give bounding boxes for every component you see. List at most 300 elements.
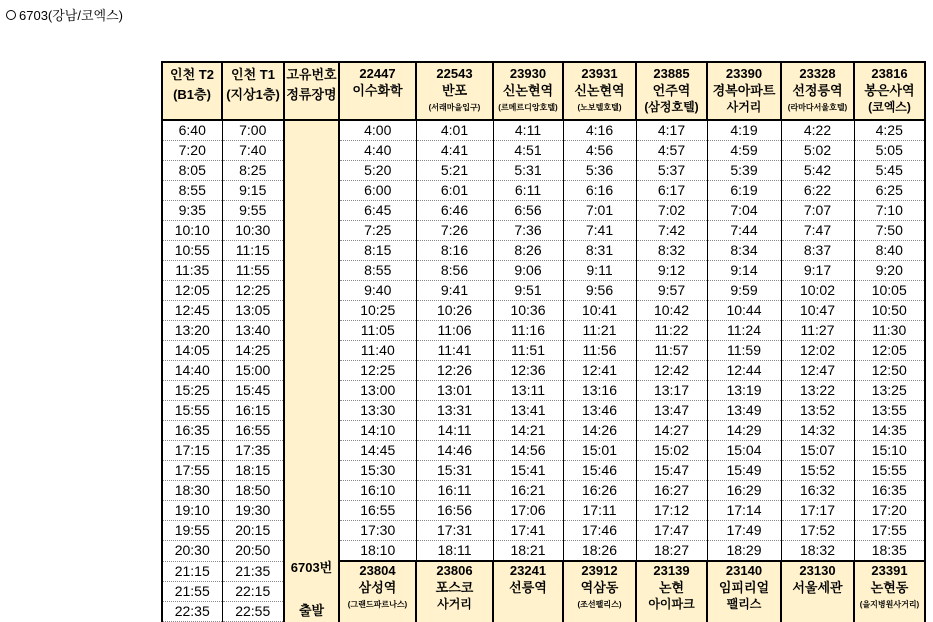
stop-id: 22543 bbox=[436, 66, 473, 81]
stop-header bbox=[781, 62, 854, 120]
stop-time: 5:36 bbox=[563, 161, 636, 181]
circle-bullet-icon bbox=[6, 10, 16, 20]
stop-time: 11:24 bbox=[707, 321, 781, 341]
stop-time: 5:31 bbox=[493, 161, 563, 181]
time-t1: 22:15 bbox=[223, 582, 284, 602]
stop-time: 5:20 bbox=[339, 161, 416, 181]
stop-time: 10:41 bbox=[563, 301, 636, 321]
stop-id: 23140 bbox=[725, 563, 763, 578]
table-row bbox=[162, 521, 925, 541]
time-t1: 8:25 bbox=[222, 161, 284, 181]
stop-time: 16:26 bbox=[563, 481, 636, 501]
stop-time: 10:05 bbox=[854, 281, 925, 301]
stop-time: 15:31 bbox=[416, 461, 493, 481]
stop-time: 7:10 bbox=[854, 201, 925, 221]
stop-time: 9:59 bbox=[707, 281, 781, 301]
stop-time: 18:27 bbox=[636, 541, 707, 562]
stop-time: 18:10 bbox=[339, 541, 416, 562]
header-line: (지상1층) bbox=[226, 87, 280, 102]
stop-time: 9:56 bbox=[563, 281, 636, 301]
stop-time: 5:42 bbox=[781, 161, 854, 181]
stop-time: 16:35 bbox=[854, 481, 925, 501]
stop-time: 13:01 bbox=[416, 381, 493, 401]
stop-time: 5:02 bbox=[781, 141, 854, 161]
stop-time: 12:47 bbox=[781, 361, 854, 381]
stop-time: 6:01 bbox=[416, 181, 493, 201]
stop-time: 7:01 bbox=[563, 201, 636, 221]
stop-time: 10:26 bbox=[416, 301, 493, 321]
time-t2: 10:55 bbox=[162, 241, 222, 261]
stop-header bbox=[563, 561, 636, 622]
header-line: 고유번호 bbox=[286, 67, 337, 82]
stop-time: 11:30 bbox=[854, 321, 925, 341]
stop-time: 12:44 bbox=[707, 361, 781, 381]
header-line: 인천 T1 bbox=[231, 67, 275, 82]
header-line: (B1층) bbox=[173, 87, 211, 102]
stop-time: 16:11 bbox=[416, 481, 493, 501]
time-t1: 17:35 bbox=[222, 441, 284, 461]
stop-time: 17:41 bbox=[493, 521, 563, 541]
stop-subname: (서래마을입구) bbox=[428, 103, 481, 112]
table-row bbox=[162, 141, 925, 161]
stop-id: 23806 bbox=[436, 563, 473, 578]
stop-time: 9:40 bbox=[339, 281, 416, 301]
time-t2: 17:55 bbox=[162, 461, 222, 481]
stop-time: 7:36 bbox=[493, 221, 563, 241]
stop-time: 18:21 bbox=[493, 541, 563, 562]
stop-time: 15:41 bbox=[493, 461, 563, 481]
stop-time: 15:04 bbox=[707, 441, 781, 461]
stop-time: 6:22 bbox=[781, 181, 854, 201]
col-t1-header bbox=[222, 62, 284, 120]
stop-time: 10:42 bbox=[636, 301, 707, 321]
stop-time: 10:36 bbox=[493, 301, 563, 321]
stop-time: 7:41 bbox=[563, 221, 636, 241]
stop-time: 17:47 bbox=[636, 521, 707, 541]
stop-time: 15:49 bbox=[707, 461, 781, 481]
stop-header bbox=[707, 62, 781, 120]
stop-time: 7:42 bbox=[636, 221, 707, 241]
stop-time: 14:26 bbox=[563, 421, 636, 441]
stop-time: 18:26 bbox=[563, 541, 636, 562]
stop-name: 경복아파트 bbox=[712, 83, 776, 98]
stop-time: 13:52 bbox=[781, 401, 854, 421]
time-t1: 9:15 bbox=[222, 181, 284, 201]
stop-time: 17:46 bbox=[563, 521, 636, 541]
stop-time: 4:41 bbox=[416, 141, 493, 161]
time-t1: 16:15 bbox=[222, 401, 284, 421]
stop-time: 17:30 bbox=[339, 521, 416, 541]
stop-id: 23930 bbox=[509, 66, 547, 81]
stop-time: 16:32 bbox=[781, 481, 854, 501]
stop-header bbox=[636, 561, 707, 622]
route-label: 6703번 bbox=[290, 560, 333, 575]
time-t1: 20:15 bbox=[222, 521, 284, 541]
stop-time: 15:46 bbox=[563, 461, 636, 481]
stop-time: 15:52 bbox=[781, 461, 854, 481]
stop-subname: (조선팰리스) bbox=[577, 600, 622, 609]
stop-id: 23328 bbox=[799, 66, 836, 81]
stop-time: 4:22 bbox=[781, 120, 854, 141]
stop-time: 5:45 bbox=[854, 161, 925, 181]
col-label-header bbox=[284, 62, 339, 120]
header-row bbox=[162, 62, 925, 120]
stop-id: 23241 bbox=[509, 563, 547, 578]
stop-header bbox=[854, 62, 925, 120]
stop-time: 13:19 bbox=[707, 381, 781, 401]
stop-time: 8:15 bbox=[339, 241, 416, 261]
stop-time: 11:51 bbox=[493, 341, 563, 361]
stop-time: 11:05 bbox=[339, 321, 416, 341]
stop-name: 신논현역 bbox=[502, 83, 554, 98]
stop-time: 11:40 bbox=[339, 341, 416, 361]
col-t2-header bbox=[162, 62, 222, 120]
stop-name: 역삼동 bbox=[580, 580, 619, 595]
stop-time: 5:21 bbox=[416, 161, 493, 181]
table-row bbox=[162, 381, 925, 401]
stop-id: 22447 bbox=[359, 66, 396, 81]
stop-time: 11:21 bbox=[563, 321, 636, 341]
stop-time: 7:44 bbox=[707, 221, 781, 241]
tail-times-t2 bbox=[162, 561, 222, 622]
stop-time: 4:57 bbox=[636, 141, 707, 161]
stop-name: 선릉역 bbox=[509, 580, 547, 595]
stop-id: 23391 bbox=[871, 563, 908, 578]
stop-time: 12:50 bbox=[854, 361, 925, 381]
second-header-row bbox=[162, 561, 925, 622]
stop-time: 14:10 bbox=[339, 421, 416, 441]
time-t1: 21:35 bbox=[223, 562, 284, 582]
stop-time: 6:00 bbox=[339, 181, 416, 201]
stop-time: 7:04 bbox=[707, 201, 781, 221]
stop-time: 14:29 bbox=[707, 421, 781, 441]
time-t1: 10:30 bbox=[222, 221, 284, 241]
table-row bbox=[162, 241, 925, 261]
stop-time: 8:34 bbox=[707, 241, 781, 261]
stop-time: 6:45 bbox=[339, 201, 416, 221]
stop-header bbox=[416, 62, 493, 120]
time-t1: 13:05 bbox=[222, 301, 284, 321]
time-t2: 21:55 bbox=[163, 582, 222, 602]
stop-time: 13:46 bbox=[563, 401, 636, 421]
stop-time: 13:16 bbox=[563, 381, 636, 401]
stop-time: 17:14 bbox=[707, 501, 781, 521]
time-t1: 7:00 bbox=[222, 120, 284, 141]
stop-time: 14:21 bbox=[493, 421, 563, 441]
time-t1: 15:00 bbox=[222, 361, 284, 381]
stop-time: 11:16 bbox=[493, 321, 563, 341]
table-row bbox=[162, 261, 925, 281]
header-line: 인천 T2 bbox=[170, 67, 214, 82]
stop-name: 이수화학 bbox=[352, 83, 403, 98]
stop-time: 16:21 bbox=[493, 481, 563, 501]
stop-time: 5:05 bbox=[854, 141, 925, 161]
table-row bbox=[162, 401, 925, 421]
stop-id: 23816 bbox=[871, 66, 908, 81]
stop-header bbox=[781, 561, 854, 622]
table-row bbox=[162, 361, 925, 381]
stop-subname: (을지병원사거리) bbox=[859, 600, 920, 609]
stop-name: 논현 bbox=[658, 580, 685, 595]
stop-time: 4:16 bbox=[563, 120, 636, 141]
stop-time: 7:26 bbox=[416, 221, 493, 241]
table-row bbox=[162, 501, 925, 521]
stop-time: 11:57 bbox=[636, 341, 707, 361]
stop-time: 4:51 bbox=[493, 141, 563, 161]
table-row bbox=[162, 461, 925, 481]
stop-time: 16:10 bbox=[339, 481, 416, 501]
stop-subname: (르메르디앙호텔) bbox=[498, 103, 558, 112]
table-row bbox=[162, 541, 925, 562]
time-t1: 12:25 bbox=[222, 281, 284, 301]
stop-time: 12:41 bbox=[563, 361, 636, 381]
table-row bbox=[162, 341, 925, 361]
stop-time: 8:40 bbox=[854, 241, 925, 261]
time-t1: 15:45 bbox=[222, 381, 284, 401]
time-t2: 18:30 bbox=[162, 481, 222, 501]
stop-time: 18:32 bbox=[781, 541, 854, 562]
stop-time: 17:55 bbox=[854, 521, 925, 541]
stop-time: 17:06 bbox=[493, 501, 563, 521]
stop-subname: 사거리 bbox=[726, 100, 762, 114]
stop-time: 14:32 bbox=[781, 421, 854, 441]
time-t1: 7:40 bbox=[222, 141, 284, 161]
stop-name: 임피리얼 bbox=[718, 580, 770, 595]
stop-time: 12:02 bbox=[781, 341, 854, 361]
time-t2: 19:55 bbox=[162, 521, 222, 541]
stop-header bbox=[636, 62, 707, 120]
stop-time: 6:17 bbox=[636, 181, 707, 201]
stop-name: 논현동 bbox=[870, 580, 909, 595]
stop-time: 8:55 bbox=[339, 261, 416, 281]
stop-subname: 사거리 bbox=[437, 597, 472, 611]
stop-time: 12:25 bbox=[339, 361, 416, 381]
stop-time: 8:32 bbox=[636, 241, 707, 261]
time-t2: 16:35 bbox=[162, 421, 222, 441]
stop-time: 11:59 bbox=[707, 341, 781, 361]
time-t2: 13:20 bbox=[162, 321, 222, 341]
stop-time: 6:19 bbox=[707, 181, 781, 201]
stop-time: 13:30 bbox=[339, 401, 416, 421]
stop-time: 13:49 bbox=[707, 401, 781, 421]
page-title-text: 6703(강남/코엑스) bbox=[19, 8, 123, 23]
stop-header bbox=[339, 62, 416, 120]
stop-time: 9:57 bbox=[636, 281, 707, 301]
stop-time: 6:46 bbox=[416, 201, 493, 221]
stop-time: 14:11 bbox=[416, 421, 493, 441]
stop-time: 12:05 bbox=[854, 341, 925, 361]
stop-time: 9:11 bbox=[563, 261, 636, 281]
stop-time: 10:25 bbox=[339, 301, 416, 321]
stop-subname: (코엑스) bbox=[868, 100, 911, 114]
stop-time: 8:16 bbox=[416, 241, 493, 261]
stop-id: 23912 bbox=[581, 563, 618, 578]
stop-time: 10:02 bbox=[781, 281, 854, 301]
page-title bbox=[6, 5, 123, 24]
time-t2: 10:10 bbox=[162, 221, 222, 241]
route-info-column bbox=[284, 120, 339, 622]
stop-time: 18:29 bbox=[707, 541, 781, 562]
stop-time: 4:59 bbox=[707, 141, 781, 161]
time-t2: 17:15 bbox=[162, 441, 222, 461]
stop-header bbox=[416, 561, 493, 622]
stop-time: 9:51 bbox=[493, 281, 563, 301]
time-t1: 16:55 bbox=[222, 421, 284, 441]
stop-header bbox=[339, 561, 416, 622]
time-t2: 21:15 bbox=[163, 562, 222, 582]
stop-time: 9:14 bbox=[707, 261, 781, 281]
table-row bbox=[162, 481, 925, 501]
stop-time: 11:22 bbox=[636, 321, 707, 341]
stop-time: 6:56 bbox=[493, 201, 563, 221]
stop-time: 16:27 bbox=[636, 481, 707, 501]
stop-subname: 아이파크 bbox=[648, 597, 695, 611]
stop-name: 포스코 bbox=[435, 580, 474, 595]
stop-time: 13:47 bbox=[636, 401, 707, 421]
stop-time: 5:39 bbox=[707, 161, 781, 181]
stop-time: 15:55 bbox=[854, 461, 925, 481]
stop-subname: 팰리스 bbox=[726, 597, 762, 611]
stop-id: 23804 bbox=[359, 563, 396, 578]
stop-time: 4:01 bbox=[416, 120, 493, 141]
stop-time: 7:50 bbox=[854, 221, 925, 241]
stop-time: 15:47 bbox=[636, 461, 707, 481]
stop-name: 신논현역 bbox=[574, 83, 625, 98]
time-t1: 9:55 bbox=[222, 201, 284, 221]
stop-time: 9:17 bbox=[781, 261, 854, 281]
stop-subname: (그랜드파르나스) bbox=[347, 600, 408, 609]
stop-time: 12:36 bbox=[493, 361, 563, 381]
stop-time: 16:55 bbox=[339, 501, 416, 521]
stop-time: 14:45 bbox=[339, 441, 416, 461]
stop-time: 7:47 bbox=[781, 221, 854, 241]
stop-time: 9:41 bbox=[416, 281, 493, 301]
stop-name: 봉은사역 bbox=[864, 83, 915, 98]
stop-subname: (삼정호텔) bbox=[644, 100, 699, 114]
stop-time: 13:00 bbox=[339, 381, 416, 401]
stop-time: 10:47 bbox=[781, 301, 854, 321]
time-t1: 11:55 bbox=[222, 261, 284, 281]
depart-label: 출발 bbox=[298, 603, 325, 618]
time-t1: 22:55 bbox=[223, 602, 284, 622]
table-row bbox=[162, 321, 925, 341]
time-t2: 8:05 bbox=[162, 161, 222, 181]
table-row bbox=[162, 181, 925, 201]
table-row bbox=[162, 120, 925, 141]
table-row bbox=[162, 301, 925, 321]
stop-time: 11:27 bbox=[781, 321, 854, 341]
stop-time: 15:30 bbox=[339, 461, 416, 481]
stop-time: 17:20 bbox=[854, 501, 925, 521]
time-t1: 18:50 bbox=[222, 481, 284, 501]
stop-time: 9:06 bbox=[493, 261, 563, 281]
stop-header bbox=[493, 62, 563, 120]
stop-time: 13:31 bbox=[416, 401, 493, 421]
stop-time: 16:56 bbox=[416, 501, 493, 521]
stop-time: 6:16 bbox=[563, 181, 636, 201]
time-t2: 7:20 bbox=[162, 141, 222, 161]
stop-time: 15:07 bbox=[781, 441, 854, 461]
stop-time: 10:44 bbox=[707, 301, 781, 321]
stop-time: 17:11 bbox=[563, 501, 636, 521]
stop-time: 17:49 bbox=[707, 521, 781, 541]
stop-time: 14:27 bbox=[636, 421, 707, 441]
table-row bbox=[162, 201, 925, 221]
stop-time: 8:31 bbox=[563, 241, 636, 261]
table-row bbox=[162, 221, 925, 241]
stop-time: 11:56 bbox=[563, 341, 636, 361]
header-line: 정류장명 bbox=[286, 87, 337, 102]
stop-time: 12:42 bbox=[636, 361, 707, 381]
stop-name: 서울세관 bbox=[792, 580, 843, 595]
time-t2: 11:35 bbox=[162, 261, 222, 281]
stop-name: 삼성역 bbox=[358, 580, 397, 595]
time-t1: 20:50 bbox=[222, 541, 284, 562]
table-row bbox=[162, 161, 925, 181]
stop-time: 4:11 bbox=[493, 120, 563, 141]
stop-time: 13:55 bbox=[854, 401, 925, 421]
stop-time: 6:11 bbox=[493, 181, 563, 201]
time-t2: 6:40 bbox=[162, 120, 222, 141]
time-t2: 19:10 bbox=[162, 501, 222, 521]
stop-time: 4:40 bbox=[339, 141, 416, 161]
stop-time: 9:12 bbox=[636, 261, 707, 281]
stop-time: 13:11 bbox=[493, 381, 563, 401]
time-t2: 15:55 bbox=[162, 401, 222, 421]
stop-header bbox=[707, 561, 781, 622]
stop-time: 4:19 bbox=[707, 120, 781, 141]
stop-time: 14:46 bbox=[416, 441, 493, 461]
time-t1: 19:30 bbox=[222, 501, 284, 521]
timetable bbox=[161, 61, 926, 622]
stop-time: 13:41 bbox=[493, 401, 563, 421]
stop-time: 4:17 bbox=[636, 120, 707, 141]
stop-time: 15:02 bbox=[636, 441, 707, 461]
stop-time: 16:29 bbox=[707, 481, 781, 501]
stop-time: 13:25 bbox=[854, 381, 925, 401]
stop-time: 12:26 bbox=[416, 361, 493, 381]
stop-time: 18:35 bbox=[854, 541, 925, 562]
stop-time: 18:11 bbox=[416, 541, 493, 562]
stop-time: 7:25 bbox=[339, 221, 416, 241]
stop-time: 14:56 bbox=[493, 441, 563, 461]
stop-time: 6:25 bbox=[854, 181, 925, 201]
stop-time: 9:20 bbox=[854, 261, 925, 281]
stop-time: 17:31 bbox=[416, 521, 493, 541]
stop-time: 8:37 bbox=[781, 241, 854, 261]
time-t2: 20:30 bbox=[162, 541, 222, 562]
stop-time: 7:07 bbox=[781, 201, 854, 221]
stop-time: 11:06 bbox=[416, 321, 493, 341]
tail-times-t1 bbox=[222, 561, 284, 622]
time-t2: 22:35 bbox=[163, 602, 222, 622]
stop-header bbox=[563, 62, 636, 120]
stop-id: 23130 bbox=[799, 563, 836, 578]
time-t2: 9:35 bbox=[162, 201, 222, 221]
stop-name: 반포 bbox=[441, 83, 468, 98]
stop-time: 14:35 bbox=[854, 421, 925, 441]
stop-id: 23390 bbox=[725, 66, 763, 81]
stop-time: 17:12 bbox=[636, 501, 707, 521]
time-t2: 14:40 bbox=[162, 361, 222, 381]
stop-time: 15:10 bbox=[854, 441, 925, 461]
time-t2: 15:25 bbox=[162, 381, 222, 401]
time-t2: 12:45 bbox=[162, 301, 222, 321]
stop-id: 23885 bbox=[653, 66, 690, 81]
stop-id: 23139 bbox=[653, 563, 690, 578]
table-row bbox=[162, 421, 925, 441]
table-row bbox=[162, 441, 925, 461]
